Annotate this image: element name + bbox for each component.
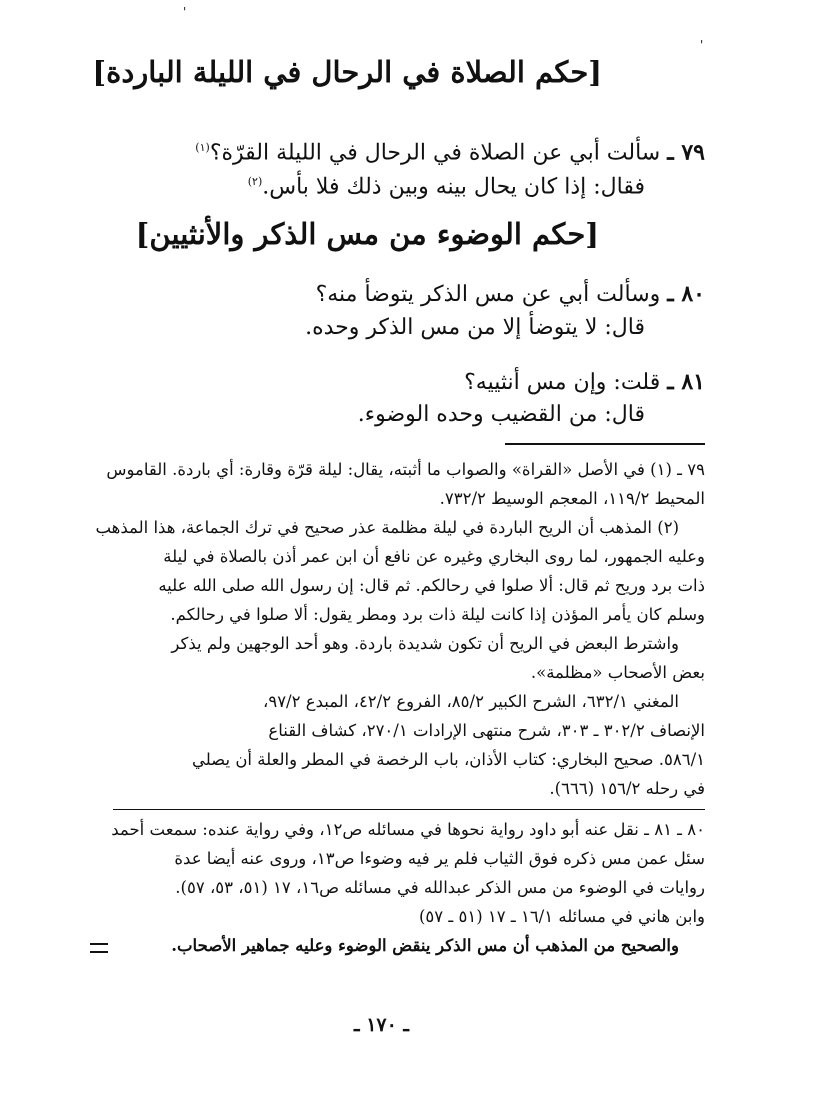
footnote-80-81-line-1: ٨٠ ـ ٨١ ـ نقل عنه أبو داود رواية نحوها في مسائله ص١٢، وفي رواية عنده: سمعت أحمد [111, 820, 705, 839]
question-text: وسألت أبي عن مس الذكر يتوضأ منه؟ [315, 282, 661, 307]
footnote-79-2-line-2: وعليه الجمهور، لما روى البخاري وغيره عن نافع أن ابن عمر أذن بالصلاة في ليلة [163, 547, 705, 566]
footnote-79-2-line-3: ذات برد وريح ثم قال: ألا صلوا في رحالكم. ثم قال: إن رسول الله صلى الله عليه [158, 576, 705, 595]
continuation-mark [90, 943, 108, 953]
answer-79 [248, 166, 645, 203]
footnote-79-2-line-10: في رحله ١٥٦/٢ (٦٦٦). [549, 779, 705, 798]
page-number: ـ ١٧٠ ـ [354, 1014, 409, 1036]
scan-mark-2: ' [183, 5, 187, 19]
footnote-80-81-line-5: والصحيح من المذهب أن مس الذكر ينقض الوضوء وعليه جماهير الأصحاب. [171, 936, 679, 955]
section-heading-touching-genitals: [حكم الوضوء من مس الذكر والأنثيين] [135, 217, 599, 251]
footnote-80-81-line-3: روايات في الوضوء من مس الذكر عبدالله في مسائله ص١٦، ١٧ (٥١، ٥٣، ٥٧). [175, 878, 705, 897]
answer-80: قال: لا يتوضأ إلا من مس الذكر وحده. [305, 315, 645, 340]
footnote-separator [505, 443, 705, 445]
answer-81: قال: من القضيب وحده الوضوء. [357, 402, 645, 427]
question-80 [316, 278, 705, 311]
footnote-group-separator [113, 809, 705, 810]
question-number: ٨١ ـ [667, 369, 705, 395]
footnote-79-1-line-1: ٧٩ ـ (١) في الأصل «القراة» والصواب ما أثبته، يقال: ليلة قرّة وقارة: أي باردة. القاموس [106, 460, 705, 479]
footnote-79-2-line-4: وسلم كان يأمر المؤذن إذا كانت ليلة ذات برد ومطر يقول: ألا صلوا في رحالكم. [170, 605, 705, 624]
question-81 [464, 366, 705, 399]
footnote-80-81-line-4: وابن هاني في مسائله ١٦/١ ـ ١٧ (٥١ ـ ٥٧) [418, 907, 705, 926]
scan-mark: ' [700, 38, 704, 52]
footnote-79-2-line-7: المغني ٦٣٢/١، الشرح الكبير ٨٥/٢، الفروع ٤٢/٢، المبدع ٩٧/٢، [263, 692, 679, 711]
footnote-79-1-line-2: المحيط ١١٩/٢، المعجم الوسيط ٧٣٢/٢. [439, 489, 705, 508]
footnote-marker: (٢) [247, 175, 263, 188]
question-text: قلت: وإن مس أنثييه؟ [464, 370, 661, 395]
section-heading-cold-night-prayer: [حكم الصلاة في الرحال في الليلة الباردة] [92, 55, 602, 89]
footnote-79-2-line-9: ٥٨٦/١. صحيح البخاري: كتاب الأذان، باب الرخصة في المطر والعلة أن يصلي [191, 750, 705, 769]
footnote-79-2-line-5: واشترط البعض في الريح أن تكون شديدة باردة. وهو أحد الوجهين ولم يذكر [171, 634, 679, 653]
footnote-80-81-line-2: سئل عمن مس ذكره فوق الثياب فلم ير فيه وضوءا ص١٣، وروى عنه أيضا عدة [174, 849, 705, 868]
answer-text: فقال: إذا كان يحال بينه وبين ذلك فلا بأس. [262, 174, 645, 200]
question-number: ٧٩ ـ [667, 139, 705, 166]
footnote-79-2-line-1: (٢) المذهب أن الريح الباردة في ليلة مظلمة عذر صحيح في ترك الجماعة، هذا المذهب [95, 518, 679, 537]
footnote-marker: (١) [195, 141, 210, 154]
question-text: سألت أبي عن الصلاة في الرحال في الليلة القرّة؟ [209, 140, 661, 166]
footnote-79-2-line-8: الإنصاف ٣٠٢/٢ ـ ٣٠٣، شرح منتهى الإرادات ٢٧٠/١، كشاف القناع [268, 721, 705, 740]
question-79 [195, 132, 705, 169]
question-number: ٨٠ ـ [667, 281, 705, 307]
footnote-79-2-line-6: بعض الأصحاب «مظلمة». [530, 663, 705, 682]
